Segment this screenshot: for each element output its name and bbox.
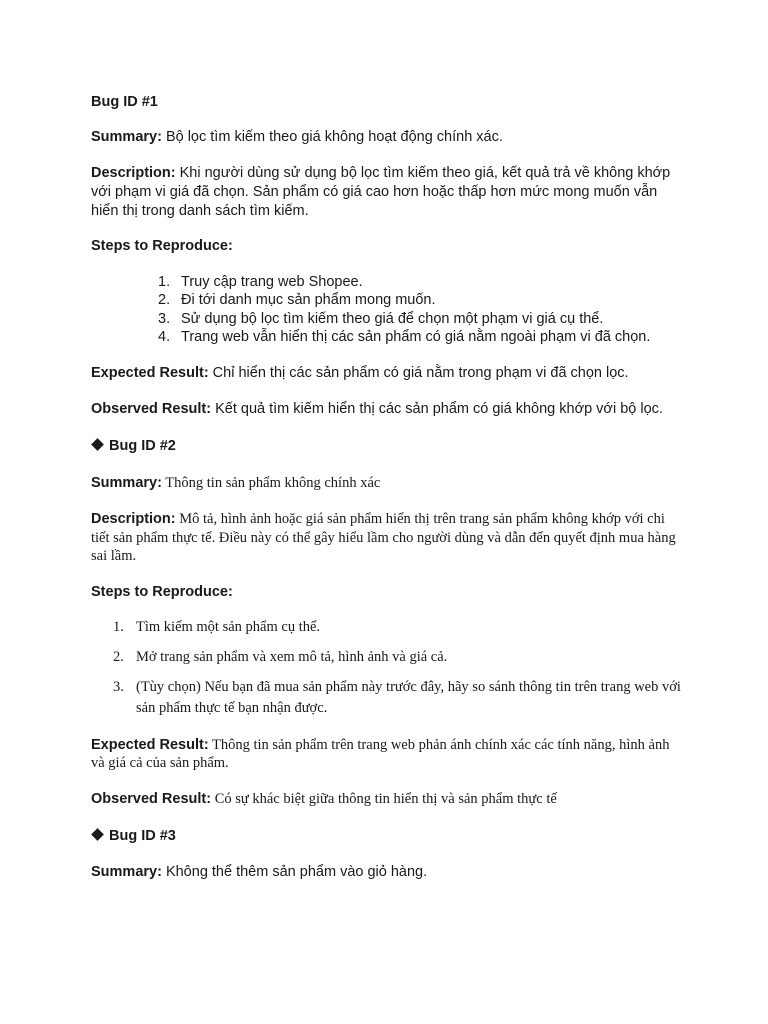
observed-label: Observed Result:: [91, 790, 212, 807]
step-text: Mở trang sản phẩm và xem mô tả, hình ảnh và giá cả.: [136, 648, 448, 665]
observed-text: Kết quả tìm kiếm hiển thị các sản phẩm có giá không khớp với bộ lọc.: [211, 401, 663, 418]
description-text: Mô tả, hình ảnh hoặc giá sản phẩm hiển thị trên trang sản phẩm không khớp với chi tiết sản phẩm thực tế. Điều này có thể gây hiểu lầm cho người dùng và dẫn đến quyết định mua hàng sai lầm.: [91, 511, 676, 565]
observed-text: Có sự khác biệt giữa thông tin hiển thị và sản phẩm thực tế: [211, 790, 557, 807]
bug-2-description: [91, 510, 681, 566]
summary-text: Bộ lọc tìm kiếm theo giá không hoạt động chính xác.: [161, 129, 503, 145]
bug-1-summary: [91, 128, 681, 147]
expected-label: Expected Result:: [91, 365, 209, 382]
diamond-bullet-icon: [91, 438, 104, 451]
step-text: Truy cập trang web Shopee.: [181, 274, 363, 290]
bug-1-description: [91, 164, 681, 221]
step-number: 1.: [113, 618, 124, 635]
description-label: Description:: [91, 511, 176, 528]
diamond-bullet-icon: [91, 828, 104, 841]
step-number: 3.: [113, 678, 124, 695]
summary-text: Không thể thêm sản phẩm vào giỏ hàng.: [161, 864, 428, 881]
bug-1-steps-list: [91, 273, 681, 346]
expected-text: Chỉ hiển thị các sản phẩm có giá nằm trong phạm vi đã chọn lọc.: [208, 365, 629, 382]
bug-3-title: [91, 827, 681, 846]
summary-label: Summary:: [91, 129, 162, 145]
observed-label: Observed Result:: [91, 401, 212, 418]
bug-2-expected-result: [91, 736, 681, 773]
expected-text: Thông tin sản phẩm trên trang web phản ánh chính xác các tính năng, hình ảnh và giá cả của sản phẩm.: [91, 736, 670, 772]
step-text: (Tùy chọn) Nếu bạn đã mua sản phẩm này trước đây, hãy so sánh thông tin trên trang web với sản phẩm thực tế bạn nhận được.: [136, 678, 681, 716]
bug-2-steps-label: Steps to Reproduce:: [91, 583, 233, 600]
step-item: [91, 677, 681, 719]
summary-label: Summary:: [91, 864, 162, 881]
summary-label: Summary:: [91, 475, 162, 492]
bug-1-steps-label: Steps to Reproduce:: [91, 238, 233, 254]
step-item: [91, 273, 681, 291]
description-text: Khi người dùng sử dụng bộ lọc tìm kiếm theo giá, kết quả trả về không khớp với phạm vi giá đã chọn. Sản phẩm có giá cao hơn hoặc thấp hơn mức mong muốn vẫn hiển thị trong danh sách tìm kiếm.: [91, 165, 671, 219]
summary-text: Thông tin sản phẩm không chính xác: [161, 475, 381, 492]
step-text: Đi tới danh mục sản phẩm mong muốn.: [181, 292, 436, 309]
bug-1-title: Bug ID #1: [91, 94, 158, 110]
step-item: [91, 647, 681, 668]
step-item: [91, 310, 681, 328]
step-number: 4.: [158, 328, 171, 345]
step-text: Trang web vẫn hiển thị các sản phẩm có giá nằm ngoài phạm vi đã chọn.: [181, 328, 651, 345]
step-item: [91, 328, 681, 346]
bug-2-steps-list: [91, 617, 681, 719]
bug-3-summary: [91, 863, 681, 882]
bug-1-expected-result: [91, 364, 681, 383]
step-text: Tìm kiếm một sản phẩm cụ thể.: [136, 618, 321, 635]
document-content: [91, 93, 681, 882]
description-label: Description:: [91, 165, 176, 181]
expected-label: Expected Result:: [91, 736, 209, 753]
bug-2-observed-result: [91, 790, 681, 809]
step-text: Sử dụng bộ lọc tìm kiếm theo giá để chọn một phạm vi giá cụ thể.: [181, 310, 604, 327]
step-number: 3.: [158, 310, 171, 327]
step-number: 1.: [158, 274, 171, 290]
bug-3-title-text: Bug ID #3: [109, 828, 176, 845]
step-item: [91, 291, 681, 309]
step-number: 2.: [113, 648, 124, 665]
step-number: 2.: [158, 292, 171, 309]
step-item: [91, 617, 681, 638]
bug-2-title-text: Bug ID #2: [109, 438, 176, 455]
bug-2-summary: [91, 473, 681, 493]
bug-1-observed-result: [91, 400, 681, 419]
bug-2-title: [91, 437, 681, 456]
